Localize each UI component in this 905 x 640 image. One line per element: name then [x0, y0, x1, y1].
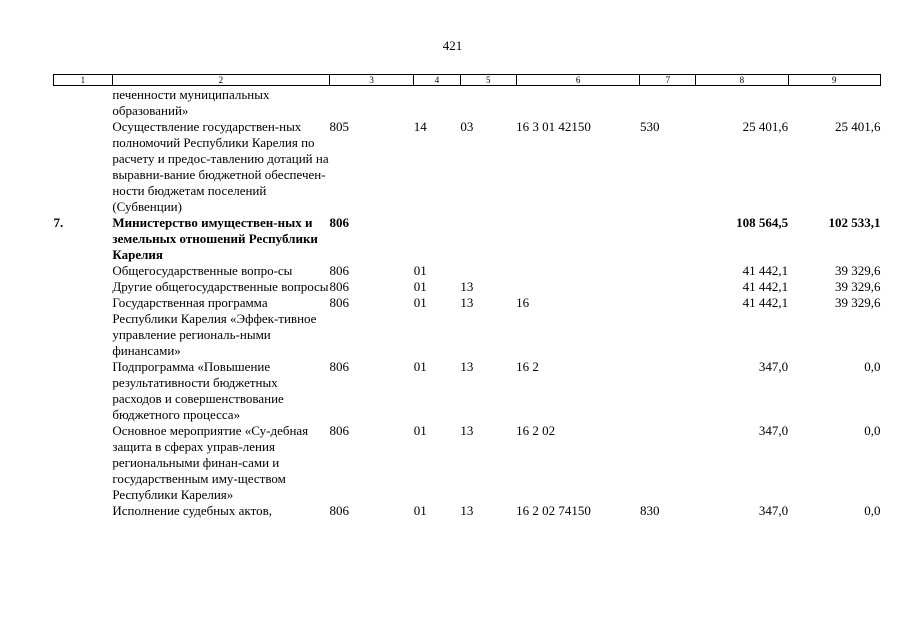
row-name: Подпрограмма «Повышение результативности бюджетных расходов и совершенствование бюджетного процесса»: [112, 359, 284, 422]
amount-col-8: 25 401,6: [742, 119, 789, 134]
subsection-code: 13: [460, 279, 474, 294]
column-number: 3: [329, 75, 413, 86]
row-name: Другие общегосударственные вопросы: [112, 279, 329, 294]
ministry-code: 806: [329, 359, 349, 374]
row-number: [54, 359, 113, 423]
amount-col-9: 39 329,6: [835, 295, 881, 310]
table-row: [54, 295, 881, 359]
column-number: 5: [460, 75, 516, 86]
amount-col-9: 39 329,6: [835, 279, 881, 294]
amount-col-9: 0,0: [864, 503, 881, 518]
amount-col-8: 347,0: [758, 359, 789, 374]
target-code: 16 2 02 74150: [516, 503, 591, 518]
ministry-code: 805: [329, 119, 349, 134]
table-row: [54, 215, 881, 263]
amount-col-8: 41 442,1: [742, 279, 789, 294]
section-code: 01: [413, 359, 427, 374]
ministry-code: [329, 86, 413, 120]
subsection-code: 13: [460, 359, 474, 374]
table-row: [54, 279, 881, 295]
column-number: 1: [54, 75, 113, 86]
ministry-code: 806: [329, 215, 349, 230]
subsection-code: 13: [460, 295, 474, 310]
budget-table: [53, 74, 881, 519]
column-number: 9: [788, 75, 880, 86]
target-code: [516, 215, 640, 263]
row-name: Исполнение судебных актов,: [112, 503, 272, 518]
amount-col-9: 25 401,6: [835, 119, 881, 134]
section-code: 01: [413, 295, 427, 310]
amount-col-8: 347,0: [758, 503, 789, 518]
amount-col-9: 102 533,1: [828, 215, 881, 230]
target-code: [516, 263, 640, 279]
subsection-code: 13: [460, 503, 474, 518]
row-number: [54, 295, 113, 359]
amount-col-9: 0,0: [864, 359, 881, 374]
section-code: 01: [413, 503, 427, 518]
amount-col-9: [788, 86, 880, 120]
column-number: 7: [640, 75, 696, 86]
ministry-code: 806: [329, 295, 349, 310]
expense-type-code: 530: [639, 119, 660, 134]
column-number: 2: [112, 75, 329, 86]
amount-col-8: 41 442,1: [742, 263, 789, 278]
amount-col-9: 0,0: [864, 423, 881, 438]
target-code: [516, 86, 640, 120]
row-name: Общегосударственные вопро-сы: [112, 263, 293, 278]
ministry-code: 806: [329, 423, 349, 438]
column-number: 6: [516, 75, 640, 86]
column-number: 8: [696, 75, 788, 86]
amount-col-9: 39 329,6: [835, 263, 881, 278]
target-code: 16 2: [516, 359, 539, 374]
ministry-code: 806: [329, 263, 349, 278]
section-code: 01: [413, 263, 427, 278]
page-number: 421: [442, 38, 463, 53]
target-code: [516, 279, 640, 295]
amount-col-8: [696, 86, 788, 120]
amount-col-8: 347,0: [758, 423, 789, 438]
subsection-code: [460, 86, 516, 120]
expense-type-code: [640, 215, 696, 263]
section-code: [414, 86, 461, 120]
subsection-code: 13: [460, 423, 474, 438]
row-number: 7.: [53, 215, 64, 230]
amount-col-8: 108 564,5: [736, 215, 789, 230]
row-name: Государственная программа Республики Карелия «Эффек-тивное управление региональ-ными финансами»: [112, 295, 317, 358]
row-name: Осуществление государствен-ных полномочий Республики Карелия по расчету и предос-тавлению дотаций на выравни-вание бюджетной обеспечен-ности бюджетам поселений (Субвенции): [112, 119, 329, 214]
table-row: [54, 503, 881, 519]
table-row: [54, 119, 881, 215]
row-number: [54, 279, 113, 295]
section-code: 01: [413, 423, 427, 438]
subsection-code: [460, 215, 516, 263]
expense-type-code: [640, 279, 696, 295]
target-code: 16: [516, 295, 530, 310]
section-code: [414, 215, 461, 263]
row-name: Основное мероприятие «Су-дебная защита в сферах управ-ления региональными финан-сами и государственным иму-ществом Республики Карелия»: [112, 423, 309, 502]
row-number: [54, 86, 113, 120]
section-code: 14: [413, 119, 427, 134]
expense-type-code: [640, 295, 696, 359]
column-number-row: [54, 75, 881, 86]
row-number: [54, 503, 113, 519]
expense-type-code: 830: [639, 503, 660, 518]
expense-type-code: [640, 359, 696, 423]
table-row: [54, 359, 881, 423]
expense-type-code: [640, 263, 696, 279]
subsection-code: 03: [460, 119, 474, 134]
table-row: [54, 423, 881, 503]
row-number: [54, 119, 113, 215]
row-number: [54, 423, 113, 503]
row-name: печенности муниципальных образований»: [112, 87, 270, 118]
target-code: 16 3 01 42150: [516, 119, 591, 134]
expense-type-code: [640, 86, 696, 120]
row-name: Министерство имуществен-ных и земельных отношений Республики Карелия: [112, 215, 318, 262]
ministry-code: 806: [329, 503, 349, 518]
section-code: 01: [413, 279, 427, 294]
expense-type-code: [640, 423, 696, 503]
table-row: [54, 263, 881, 279]
table-row: [54, 86, 881, 120]
row-number: [54, 263, 113, 279]
subsection-code: [460, 263, 516, 279]
ministry-code: 806: [329, 279, 349, 294]
column-number: 4: [414, 75, 461, 86]
amount-col-8: 41 442,1: [742, 295, 789, 310]
target-code: 16 2 02: [516, 423, 556, 438]
